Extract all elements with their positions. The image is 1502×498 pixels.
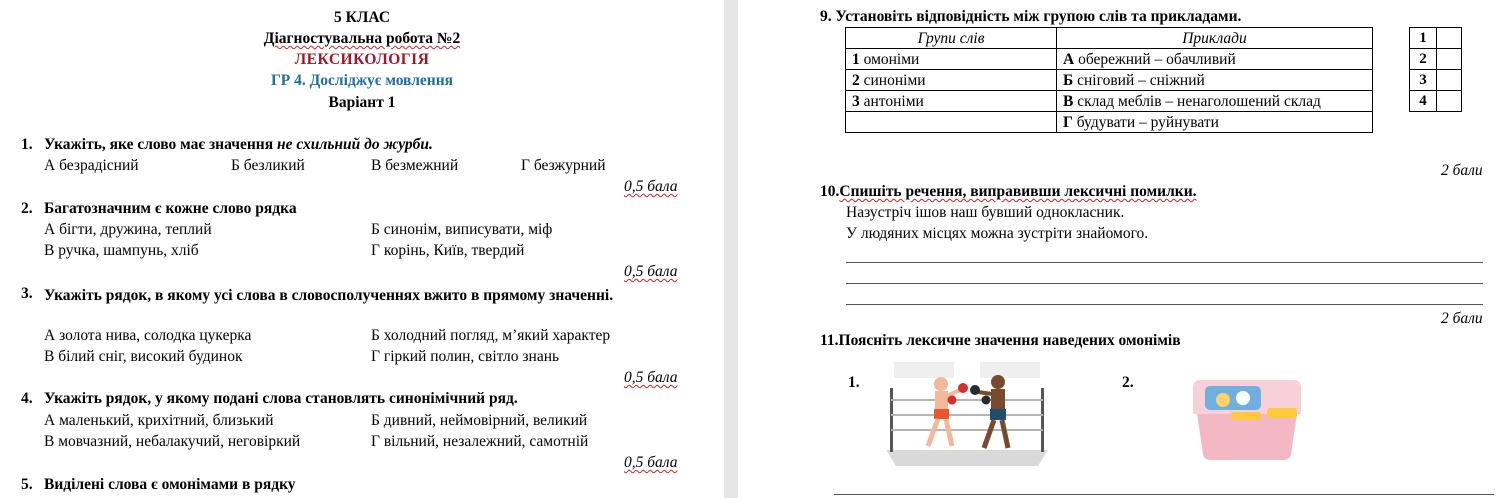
q4-option-b: Б дивний, неймовірний, великий (371, 412, 588, 429)
example-cell: А обережний – обачливий (1057, 49, 1373, 70)
table-row (846, 91, 1373, 112)
answer-row (1410, 28, 1462, 49)
question-5-text: Виділені слова є омонімами в рядку (44, 476, 296, 493)
right-page (738, 0, 1502, 498)
example-cell: В склад меблів – ненаголошений склад (1057, 91, 1373, 112)
q9-matching-table (845, 27, 1373, 133)
lid-character (1236, 391, 1250, 405)
q9-title: 9. Установіть відповідність між групою слів та прикладами. (820, 8, 1242, 25)
q3-option-b: Б холодний погляд, м’який характер (371, 327, 611, 344)
q2-score: 0,5 бала (624, 263, 678, 280)
q2-option-a: А бігти, дружина, теплий (44, 221, 212, 238)
grade-heading: 5 КЛАС (333, 9, 391, 26)
ring-floor (886, 450, 1048, 466)
q10-sentence-2: У людяних місцях можна зустріти знайомого. (846, 225, 1149, 242)
lunchbox-base (1197, 414, 1297, 460)
group-cell (846, 112, 1057, 133)
answer-number: 2 (1410, 49, 1437, 70)
q1-option-g: Г безжурний (521, 157, 606, 174)
group-heading: ГР 4. Досліджує мовлення (270, 72, 454, 89)
q2-option-b: Б синонім, виписувати, міф (371, 221, 553, 238)
q11-item-2-label: 2. (1122, 374, 1134, 391)
q10-sentence-1: Назустріч ішов наш бувший однокласник. (846, 204, 1125, 221)
example-cell: Б сніговий – сніжний (1057, 70, 1373, 91)
header-examples: Приклади (1057, 28, 1373, 49)
variant-heading: Варіант 1 (328, 94, 396, 111)
question-4-text: Укажіть рядок, у якому подані слова становлять синонімічний ряд. (44, 390, 518, 407)
q10-title: 10.Спишіть речення, виправивши лексичні помилки. (820, 183, 1197, 200)
header-groups: Групи слів (846, 28, 1057, 49)
answer-line[interactable] (846, 283, 1483, 284)
example-cell: Г будувати – руйнувати (1057, 112, 1373, 133)
group-cell: 1 омоніми (846, 49, 1057, 70)
q4-option-v: В мовчазний, небалакучий, неговіркий (44, 433, 301, 450)
q10-score: 2 бали (1441, 310, 1483, 327)
question-1-number: 1. (21, 136, 33, 153)
lid-picture (1205, 386, 1261, 410)
left-page (0, 0, 724, 498)
ring-post (1041, 388, 1044, 452)
answer-row (1410, 91, 1462, 112)
lunchbox-illustration (1187, 374, 1307, 462)
answer-number: 4 (1410, 91, 1437, 112)
group-cell: 3 антоніми (846, 91, 1057, 112)
lunchbox-clip (1231, 412, 1261, 420)
topic-heading: ЛЕКСИКОЛОГІЯ (294, 51, 430, 68)
q1-option-a: А безрадісний (44, 157, 139, 174)
group-cell: 2 синоніми (846, 70, 1057, 91)
question-4-number: 4. (21, 390, 33, 407)
answer-line[interactable] (846, 304, 1483, 305)
lid-character (1216, 393, 1230, 407)
table-header-row (846, 28, 1373, 49)
table-row (846, 70, 1373, 91)
answer-number: 1 (1410, 28, 1437, 49)
q1-option-v: В безмежний (371, 157, 459, 174)
q3-score: 0,5 бала (624, 369, 678, 386)
lunchbox-clip (1267, 408, 1297, 418)
question-2-number: 2. (21, 200, 33, 217)
q9-score: 2 бали (1441, 162, 1483, 179)
q11-item-1-label: 1. (848, 374, 860, 391)
work-title: Діагностувальна робота №2 (263, 30, 461, 47)
question-5-number: 5. (21, 476, 33, 493)
q2-option-v: В ручка, шампунь, хліб (44, 242, 199, 259)
q3-option-v: В білий сніг, високий будинок (44, 348, 243, 365)
answer-row (1410, 49, 1462, 70)
question-3-number: 3. (21, 285, 33, 302)
q3-option-a: А золота нива, солодка цукерка (44, 327, 252, 344)
answer-cell[interactable] (1437, 91, 1462, 112)
boxer-right (970, 375, 1008, 448)
q3-option-g: Г гіркий полин, світло знань (371, 348, 560, 365)
boxer-left (928, 377, 968, 446)
q1-score: 0,5 бала (624, 178, 678, 195)
q9-answer-grid (1409, 27, 1462, 112)
q11-title: 11.Поясніть лексичне значення наведених омонімів (820, 332, 1181, 349)
question-1-text: Укажіть, яке слово має значення не схильний до журби. (44, 136, 433, 153)
q1-option-b: Б безликий (231, 157, 305, 174)
answer-row (1410, 70, 1462, 91)
crowd-block (980, 362, 1040, 378)
crowd-block (894, 362, 954, 378)
q4-option-a: А маленький, крихітний, близький (44, 412, 274, 429)
answer-cell[interactable] (1437, 49, 1462, 70)
answer-line[interactable] (846, 262, 1483, 263)
answer-cell[interactable] (1437, 28, 1462, 49)
q4-score: 0,5 бала (624, 454, 678, 471)
table-row (846, 112, 1373, 133)
answer-cell[interactable] (1437, 70, 1462, 91)
answer-number: 3 (1410, 70, 1437, 91)
ring-post (890, 388, 893, 452)
table-row (846, 49, 1373, 70)
question-3-text: Укажіть рядок, в якому усі слова в словосполученнях вжито в прямому значенні. (44, 287, 614, 304)
answer-line[interactable] (834, 494, 1494, 495)
q4-option-g: Г вільний, незалежний, самотній (371, 433, 589, 450)
boxing-ring-illustration (886, 360, 1048, 468)
question-2-text: Багатозначним є кожне слово рядка (44, 200, 297, 217)
q2-option-g: Г корінь, Київ, твердий (371, 242, 525, 259)
